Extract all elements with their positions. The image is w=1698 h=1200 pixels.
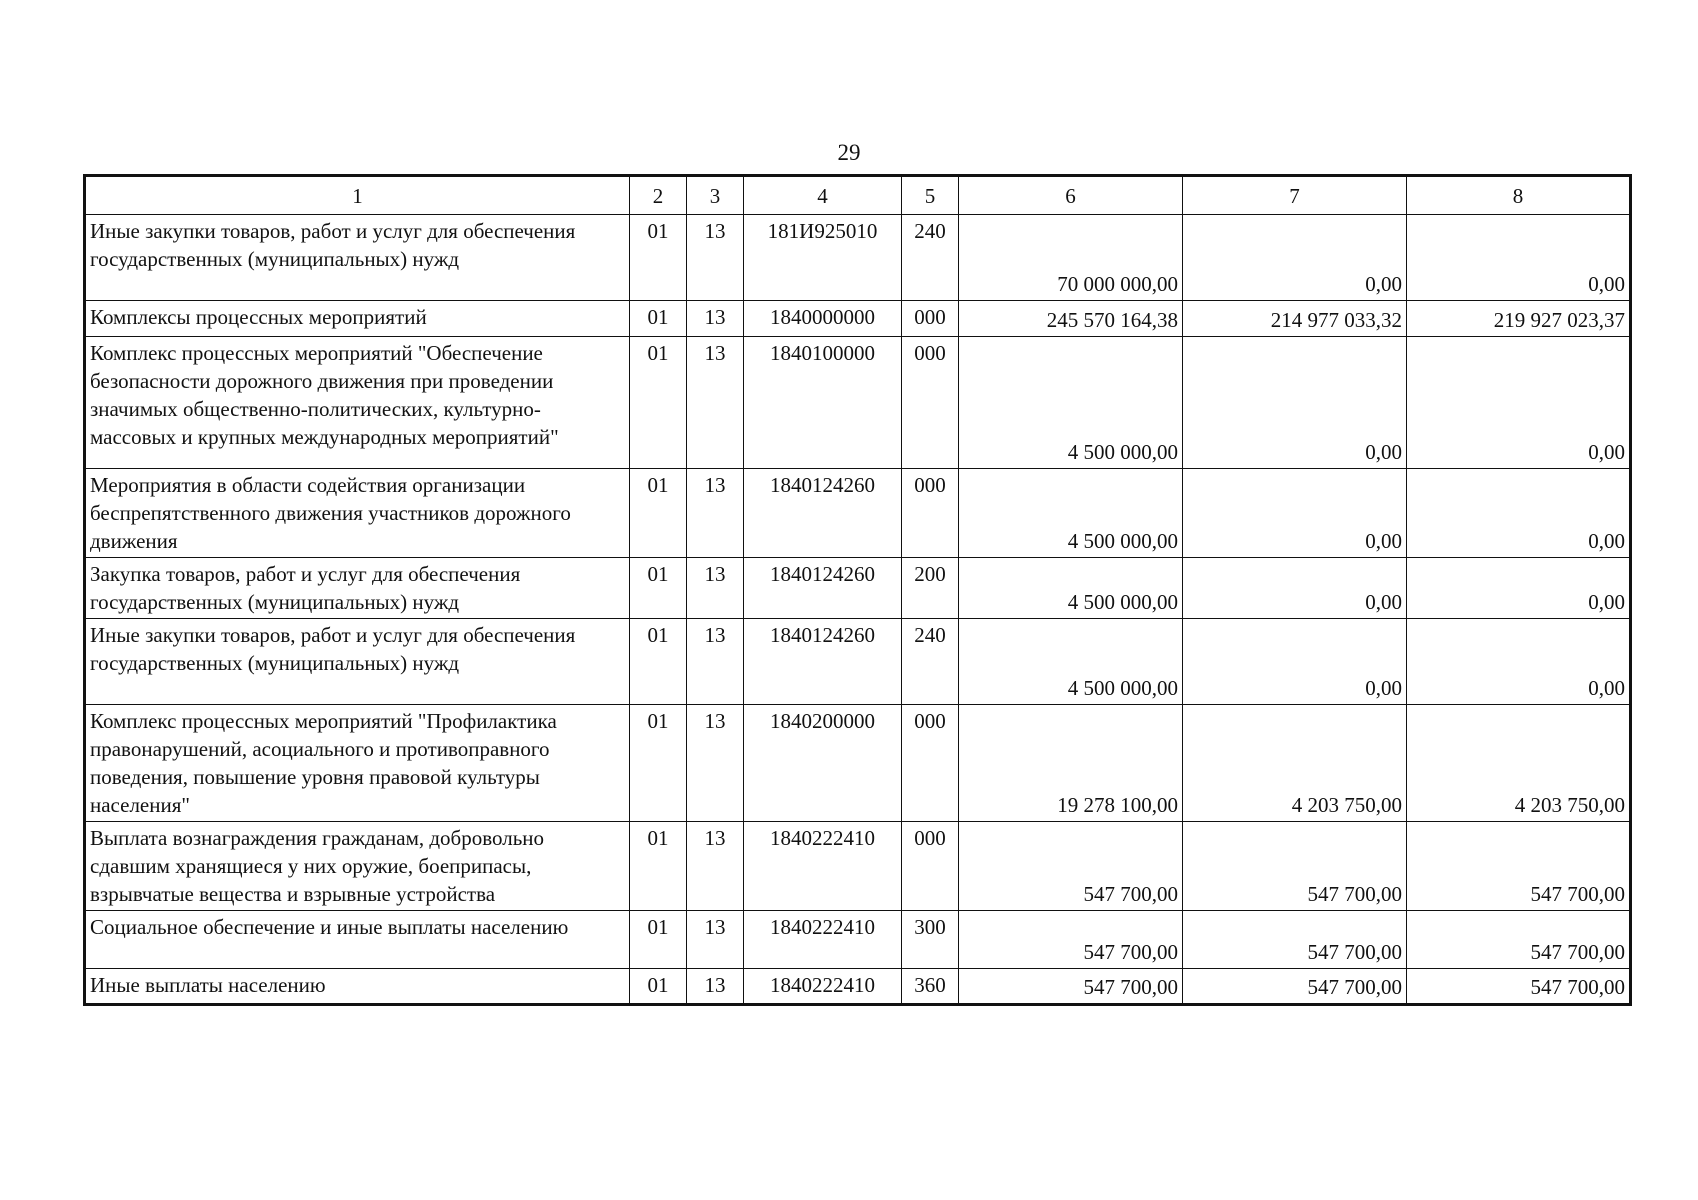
- amount-col7-cell: 4 203 750,00: [1183, 705, 1407, 822]
- row-name-cell: Мероприятия в области содействия организации беспрепятственного движения участников дорожного движения: [85, 469, 630, 558]
- subsection-code-cell: 13: [687, 911, 744, 969]
- section-code-cell: 01: [630, 215, 687, 301]
- row-name-cell: Выплата вознаграждения гражданам, добровольно сдавшим хранящиеся у них оружие, боеприпасы, взрывчатые вещества и взрывные устройства: [85, 822, 630, 911]
- table-row: [85, 469, 1631, 558]
- expense-type-cell: 240: [902, 215, 959, 301]
- amount-col8-cell: 219 927 023,37: [1407, 301, 1631, 337]
- section-code-cell: 01: [630, 301, 687, 337]
- amount-col8-cell: 0,00: [1407, 337, 1631, 469]
- header-cell: 8: [1407, 176, 1631, 215]
- amount-col7-cell: 214 977 033,32: [1183, 301, 1407, 337]
- section-code-cell: 01: [630, 337, 687, 469]
- row-name-cell: Комплекс процессных мероприятий "Профилактика правонарушений, асоциального и противоправного поведения, повышение уровня правовой культуры населения": [85, 705, 630, 822]
- subsection-code-cell: 13: [687, 969, 744, 1005]
- amount-col6-cell: 547 700,00: [959, 969, 1183, 1005]
- amount-col8-cell: 0,00: [1407, 469, 1631, 558]
- budget-table: [83, 174, 1632, 1006]
- amount-col6-cell: 4 500 000,00: [959, 619, 1183, 705]
- row-name-cell: Комплекс процессных мероприятий "Обеспечение безопасности дорожного движения при проведении значимых общественно-политических, культурно-массовых и крупных международных мероприятий": [85, 337, 630, 469]
- amount-col6-cell: 547 700,00: [959, 822, 1183, 911]
- table-row: [85, 337, 1631, 469]
- row-name-cell: Иные закупки товаров, работ и услуг для обеспечения государственных (муниципальных) нужд: [85, 619, 630, 705]
- amount-col7-cell: 547 700,00: [1183, 911, 1407, 969]
- expense-type-cell: 300: [902, 911, 959, 969]
- header-cell: 3: [687, 176, 744, 215]
- target-article-cell: 1840222410: [744, 822, 902, 911]
- table-row: [85, 969, 1631, 1005]
- target-article-cell: 1840124260: [744, 619, 902, 705]
- row-name-cell: Закупка товаров, работ и услуг для обеспечения государственных (муниципальных) нужд: [85, 558, 630, 619]
- target-article-cell: 1840124260: [744, 469, 902, 558]
- table-row: [85, 619, 1631, 705]
- amount-col8-cell: 547 700,00: [1407, 822, 1631, 911]
- expense-type-cell: 360: [902, 969, 959, 1005]
- row-name-cell: Иные выплаты населению: [85, 969, 630, 1005]
- header-cell: 6: [959, 176, 1183, 215]
- subsection-code-cell: 13: [687, 558, 744, 619]
- expense-type-cell: 240: [902, 619, 959, 705]
- amount-col6-cell: 547 700,00: [959, 911, 1183, 969]
- header-cell: 1: [85, 176, 630, 215]
- section-code-cell: 01: [630, 619, 687, 705]
- section-code-cell: 01: [630, 705, 687, 822]
- amount-col7-cell: 0,00: [1183, 558, 1407, 619]
- amount-col7-cell: 0,00: [1183, 469, 1407, 558]
- amount-col6-cell: 4 500 000,00: [959, 469, 1183, 558]
- amount-col6-cell: 245 570 164,38: [959, 301, 1183, 337]
- table-row: [85, 705, 1631, 822]
- expense-type-cell: 000: [902, 705, 959, 822]
- page-number: 29: [837, 140, 861, 165]
- amount-col8-cell: 0,00: [1407, 558, 1631, 619]
- amount-col6-cell: 70 000 000,00: [959, 215, 1183, 301]
- table-row: [85, 911, 1631, 969]
- header-cell: 5: [902, 176, 959, 215]
- amount-col6-cell: 19 278 100,00: [959, 705, 1183, 822]
- section-code-cell: 01: [630, 469, 687, 558]
- amount-col7-cell: 0,00: [1183, 215, 1407, 301]
- row-name-cell: Социальное обеспечение и иные выплаты населению: [85, 911, 630, 969]
- amount-col7-cell: 0,00: [1183, 619, 1407, 705]
- subsection-code-cell: 13: [687, 619, 744, 705]
- target-article-cell: 1840200000: [744, 705, 902, 822]
- table-row: [85, 301, 1631, 337]
- expense-type-cell: 000: [902, 337, 959, 469]
- row-name-cell: Иные закупки товаров, работ и услуг для обеспечения государственных (муниципальных) нужд: [85, 215, 630, 301]
- subsection-code-cell: 13: [687, 301, 744, 337]
- section-code-cell: 01: [630, 822, 687, 911]
- amount-col7-cell: 547 700,00: [1183, 822, 1407, 911]
- amount-col8-cell: 4 203 750,00: [1407, 705, 1631, 822]
- subsection-code-cell: 13: [687, 469, 744, 558]
- target-article-cell: 1840222410: [744, 969, 902, 1005]
- expense-type-cell: 000: [902, 469, 959, 558]
- section-code-cell: 01: [630, 969, 687, 1005]
- amount-col8-cell: 547 700,00: [1407, 911, 1631, 969]
- header-cell: 4: [744, 176, 902, 215]
- row-name-cell: Комплексы процессных мероприятий: [85, 301, 630, 337]
- target-article-cell: 1840124260: [744, 558, 902, 619]
- subsection-code-cell: 13: [687, 215, 744, 301]
- header-row: [85, 176, 1631, 215]
- expense-type-cell: 000: [902, 301, 959, 337]
- table-row: [85, 215, 1631, 301]
- table-row: [85, 822, 1631, 911]
- header-cell: 7: [1183, 176, 1407, 215]
- amount-col7-cell: 547 700,00: [1183, 969, 1407, 1005]
- amount-col8-cell: 0,00: [1407, 215, 1631, 301]
- amount-col8-cell: 547 700,00: [1407, 969, 1631, 1005]
- section-code-cell: 01: [630, 558, 687, 619]
- target-article-cell: 1840000000: [744, 301, 902, 337]
- subsection-code-cell: 13: [687, 337, 744, 469]
- target-article-cell: 1840100000: [744, 337, 902, 469]
- header-cell: 2: [630, 176, 687, 215]
- expense-type-cell: 000: [902, 822, 959, 911]
- amount-col8-cell: 0,00: [1407, 619, 1631, 705]
- section-code-cell: 01: [630, 911, 687, 969]
- amount-col7-cell: 0,00: [1183, 337, 1407, 469]
- amount-col6-cell: 4 500 000,00: [959, 558, 1183, 619]
- target-article-cell: 1840222410: [744, 911, 902, 969]
- amount-col6-cell: 4 500 000,00: [959, 337, 1183, 469]
- table-row: [85, 558, 1631, 619]
- expense-type-cell: 200: [902, 558, 959, 619]
- subsection-code-cell: 13: [687, 705, 744, 822]
- target-article-cell: 181И925010: [744, 215, 902, 301]
- subsection-code-cell: 13: [687, 822, 744, 911]
